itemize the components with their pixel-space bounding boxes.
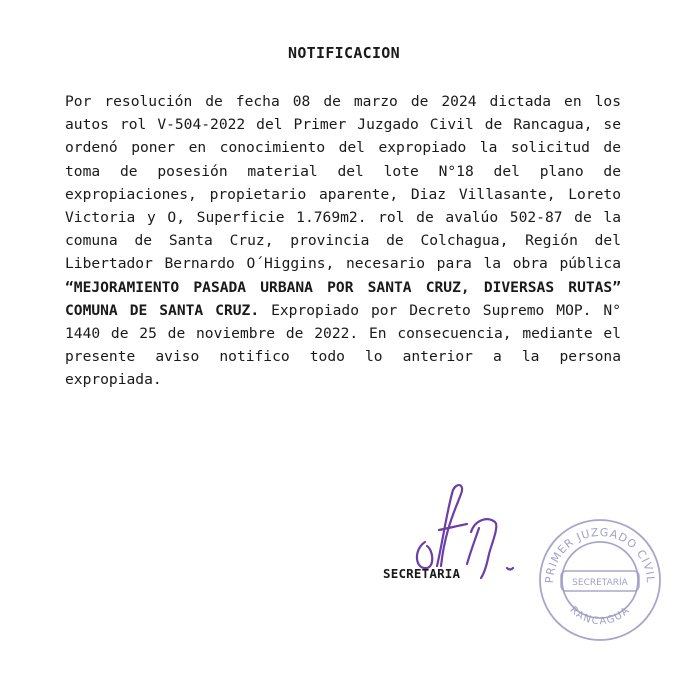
- handwritten-signature: [405, 480, 525, 580]
- project-name-bold: “MEJORAMIENTO PASADA URBANA POR SANTA CRUZ, DIVERSAS RUTAS” COMUNA DE SANTA CRUZ.: [65, 278, 621, 319]
- notification-body: [65, 90, 621, 392]
- svg-text:RANCAGUA: [568, 605, 633, 628]
- stamp-bottom-text: RANCAGUA: [567, 604, 633, 628]
- signer-label: SECRETARIA: [383, 566, 461, 581]
- body-text-part-1: Por resolución de fecha 08 de marzo de 2024 dictada en los autos rol V-504-2022 del Primer Juzgado Civil de Rancagua, se ordenó poner en conocimiento del expropiado la solicitud de toma de posesión material del lote N°18 del plano de expropiaciones, propietario aparente, Diaz Villasante, Loreto Victoria y O, Superficie 1.769m2. rol de avalúo 502-87 de la comuna de Santa Cruz, provincia de Colchagua, Región del Libertador Bernardo O´Higgins, necesario para la obra pública: [65, 93, 621, 273]
- document-title: NOTIFICACION: [288, 44, 400, 62]
- body-text-part-2: Expropiado por Decreto Supremo MOP. N° 1440 de 25 de noviembre de 2022. En consecuencia, mediante el presente aviso notifico todo lo anterior a la persona expropiada.: [65, 301, 621, 389]
- stamp-outer-text: PRIMER JUZGADO CIVIL: [542, 525, 658, 584]
- stamp-center-text: SECRETARÍA: [572, 578, 628, 588]
- court-stamp: [535, 515, 665, 645]
